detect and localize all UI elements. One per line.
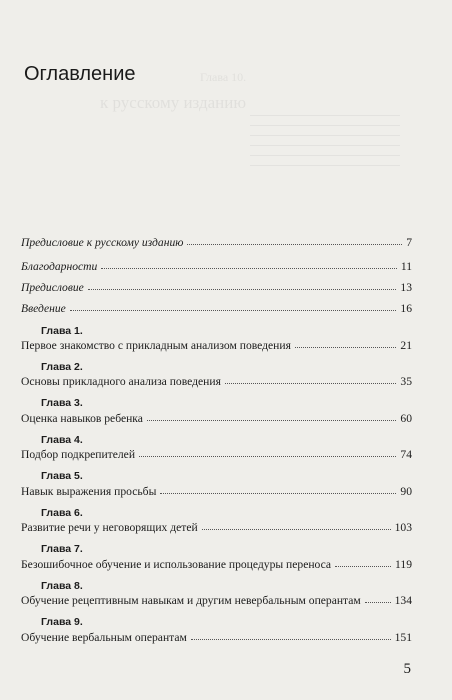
dot-leader (187, 243, 402, 245)
entry-title: Предисловие к русскому изданию (21, 236, 184, 249)
toc-entry-chapter-2[interactable] (21, 375, 412, 389)
entry-page-number: 35 (400, 375, 412, 388)
dot-leader (335, 565, 391, 567)
toc-entry-preface[interactable] (21, 281, 412, 295)
entry-page-number: 151 (394, 631, 412, 644)
toc-entry-chapter-3[interactable] (21, 412, 412, 426)
chapter-label: Глава 4. (41, 434, 83, 446)
entry-title: Обучение вербальным оперантам (21, 631, 187, 644)
entry-title: Навык выражения просьбы (21, 485, 157, 498)
dot-leader (295, 346, 396, 348)
toc-entry-chapter-8[interactable] (21, 594, 412, 608)
entry-page-number: 13 (400, 281, 412, 294)
chapter-label: Глава 3. (41, 397, 83, 409)
toc-entry-chapter-6[interactable] (21, 521, 412, 535)
toc-entry-introduction[interactable] (21, 302, 412, 316)
entry-title: Безошибочное обучение и использование процедуры переноса (21, 558, 332, 571)
entry-title: Обучение рецептивным навыкам и другим невербальным оперантам (21, 594, 361, 607)
toc-entry-chapter-1[interactable] (21, 339, 412, 353)
entry-page-number: 16 (400, 302, 412, 315)
entry-title: Развитие речи у неговорящих детей (21, 521, 198, 534)
dot-leader (147, 419, 397, 421)
chapter-label: Глава 9. (41, 616, 83, 628)
toc-entry-chapter-7[interactable] (21, 558, 412, 572)
entry-title: Первое знакомство с прикладным анализом поведения (21, 339, 291, 352)
dot-leader (139, 455, 396, 457)
entry-page-number: 134 (394, 594, 412, 607)
dot-leader (191, 638, 391, 640)
entry-title: Благодарности (21, 260, 98, 273)
entry-title: Основы прикладного анализа поведения (21, 375, 221, 388)
dot-leader (202, 528, 391, 530)
entry-page-number: 11 (400, 260, 412, 273)
entry-page-number: 7 (406, 236, 412, 249)
page-number: 5 (403, 661, 411, 677)
toc-entry-chapter-4[interactable] (21, 448, 412, 462)
dot-leader (160, 492, 396, 494)
entry-page-number: 60 (400, 412, 412, 425)
entry-page-number: 90 (400, 485, 412, 498)
chapter-label: Глава 7. (41, 543, 83, 555)
chapter-label: Глава 2. (41, 361, 83, 373)
toc-entry-chapter-5[interactable] (21, 485, 412, 499)
entry-title: Оценка навыков ребенка (21, 412, 143, 425)
toc-entry-acknowledgements[interactable] (21, 260, 412, 274)
entry-title: Введение (21, 302, 66, 315)
entry-title: Подбор подкрепителей (21, 448, 136, 461)
entry-page-number: 74 (400, 448, 412, 461)
chapter-label: Глава 6. (41, 507, 83, 519)
dot-leader (365, 601, 391, 603)
toc-heading: Оглавление (24, 63, 136, 85)
dot-leader (225, 382, 396, 384)
toc-entry-preface-russian[interactable] (21, 236, 412, 250)
chapter-label: Глава 8. (41, 580, 83, 592)
entry-page-number: 103 (394, 521, 412, 534)
toc-entry-chapter-9[interactable] (21, 631, 412, 645)
dot-leader (101, 267, 397, 269)
entry-title: Предисловие (21, 281, 84, 294)
bleed-through-text: Глава 10. к русскому изданию (0, 0, 452, 700)
entry-page-number: 21 (400, 339, 412, 352)
chapter-label: Глава 5. (41, 470, 83, 482)
entry-page-number: 119 (395, 558, 412, 571)
dot-leader (88, 288, 397, 290)
dot-leader (70, 309, 397, 311)
chapter-label: Глава 1. (41, 325, 83, 337)
